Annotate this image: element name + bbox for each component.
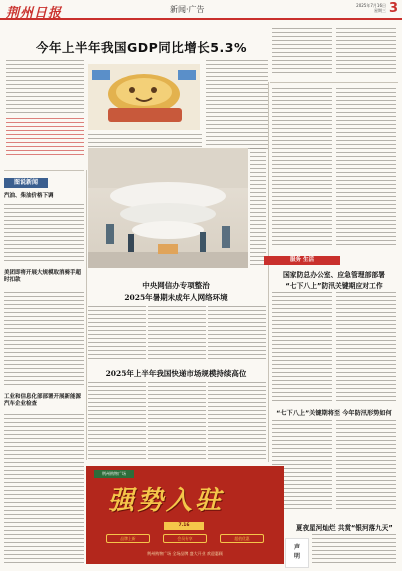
service-label [264, 256, 340, 265]
divider [4, 170, 84, 171]
center-body-2c [208, 382, 266, 462]
right-top-text-a [272, 28, 332, 76]
section-stamp: 图说新闻 [4, 178, 48, 188]
divider [270, 82, 398, 83]
right-body-3 [312, 534, 396, 566]
left-body-1 [4, 204, 84, 264]
newspaper-logo: 荆州日报 [6, 6, 63, 21]
left-body-3 [4, 414, 84, 564]
ad-brand: 荆州购物广场 [94, 470, 134, 478]
center-body-1c [208, 306, 266, 360]
lead-body-text [6, 60, 84, 116]
right-head-2: “七下八上”关键期将至 今年防汛形势如何 [276, 410, 392, 417]
center-body-2a [88, 382, 146, 462]
right-head-1: 国家防总办公室、应急管理部部署 [283, 271, 385, 279]
ad-date: 7.16 [164, 522, 204, 530]
notice-box [285, 538, 309, 568]
right-top-text-b [336, 28, 396, 76]
lead-cartoon [88, 64, 200, 130]
page-number: 3 [388, 1, 398, 16]
ad-footer: 荆州购物广场 全场品牌 盛大开业 欢迎惠顾 [147, 551, 223, 556]
ad-pill: 品牌上新 [106, 534, 150, 543]
center-title-2: 2025年上半年我国快递市场规模持续高位 [105, 369, 247, 378]
service-sub-text: 生活 [302, 257, 314, 263]
left-title-2: 美团即将开展大规模取消骑手超时扣款 [4, 270, 82, 283]
masthead [0, 0, 402, 20]
exhibition-photo [88, 148, 248, 268]
center-body-1a [88, 306, 146, 360]
section-name: 新闻·广告 [170, 5, 205, 14]
ad-slogan: 强势入驻 [108, 486, 225, 516]
right-head-3: 夏夜星河灿烂 共赏“银河落九天” [296, 524, 393, 532]
center-title-1: 中央网信办专项整治 [142, 281, 210, 290]
dateline [356, 3, 386, 13]
left-title-3: 工业和信息化部部署开展新能源汽车企业检查 [4, 394, 82, 407]
right-col-text-a [272, 88, 332, 248]
ad-pill: 超值优惠 [220, 534, 264, 543]
center-body-1b [148, 306, 206, 360]
right-body-2b [336, 420, 396, 510]
photo-caption [250, 148, 266, 268]
weekday-text: 星期三 [374, 8, 386, 13]
left-title-1: 汽油、柴油价格下调 [4, 193, 54, 199]
notice-char-1: 声 [293, 544, 300, 551]
lead-highlight-text [6, 118, 84, 158]
lead-headline: 今年上半年我国GDP同比增长5.3% [36, 40, 247, 55]
right-body-1b [336, 292, 396, 402]
right-body-1a [272, 292, 332, 402]
center-body-2b [148, 382, 206, 462]
service-label-text: 服务 [290, 257, 302, 263]
column-rule [268, 82, 269, 462]
center-top-text [206, 60, 268, 150]
left-body-2 [4, 292, 84, 388]
right-col-text-b [336, 88, 396, 248]
cartoon-illustration [88, 64, 200, 130]
center-title-1b: 2025年暑期未成年人网络环境 [124, 293, 228, 302]
notice-char-2: 明 [293, 553, 300, 560]
ad-pill: 会员专享 [163, 534, 207, 543]
date-text: 2025年7月16日 [356, 3, 386, 8]
news-photo [88, 148, 248, 268]
advertisement [86, 466, 284, 564]
column-rule [86, 170, 87, 460]
lead-body-text-2 [88, 134, 202, 148]
right-head-1b: “七下八上”防汛关键期应对工作 [285, 282, 383, 290]
